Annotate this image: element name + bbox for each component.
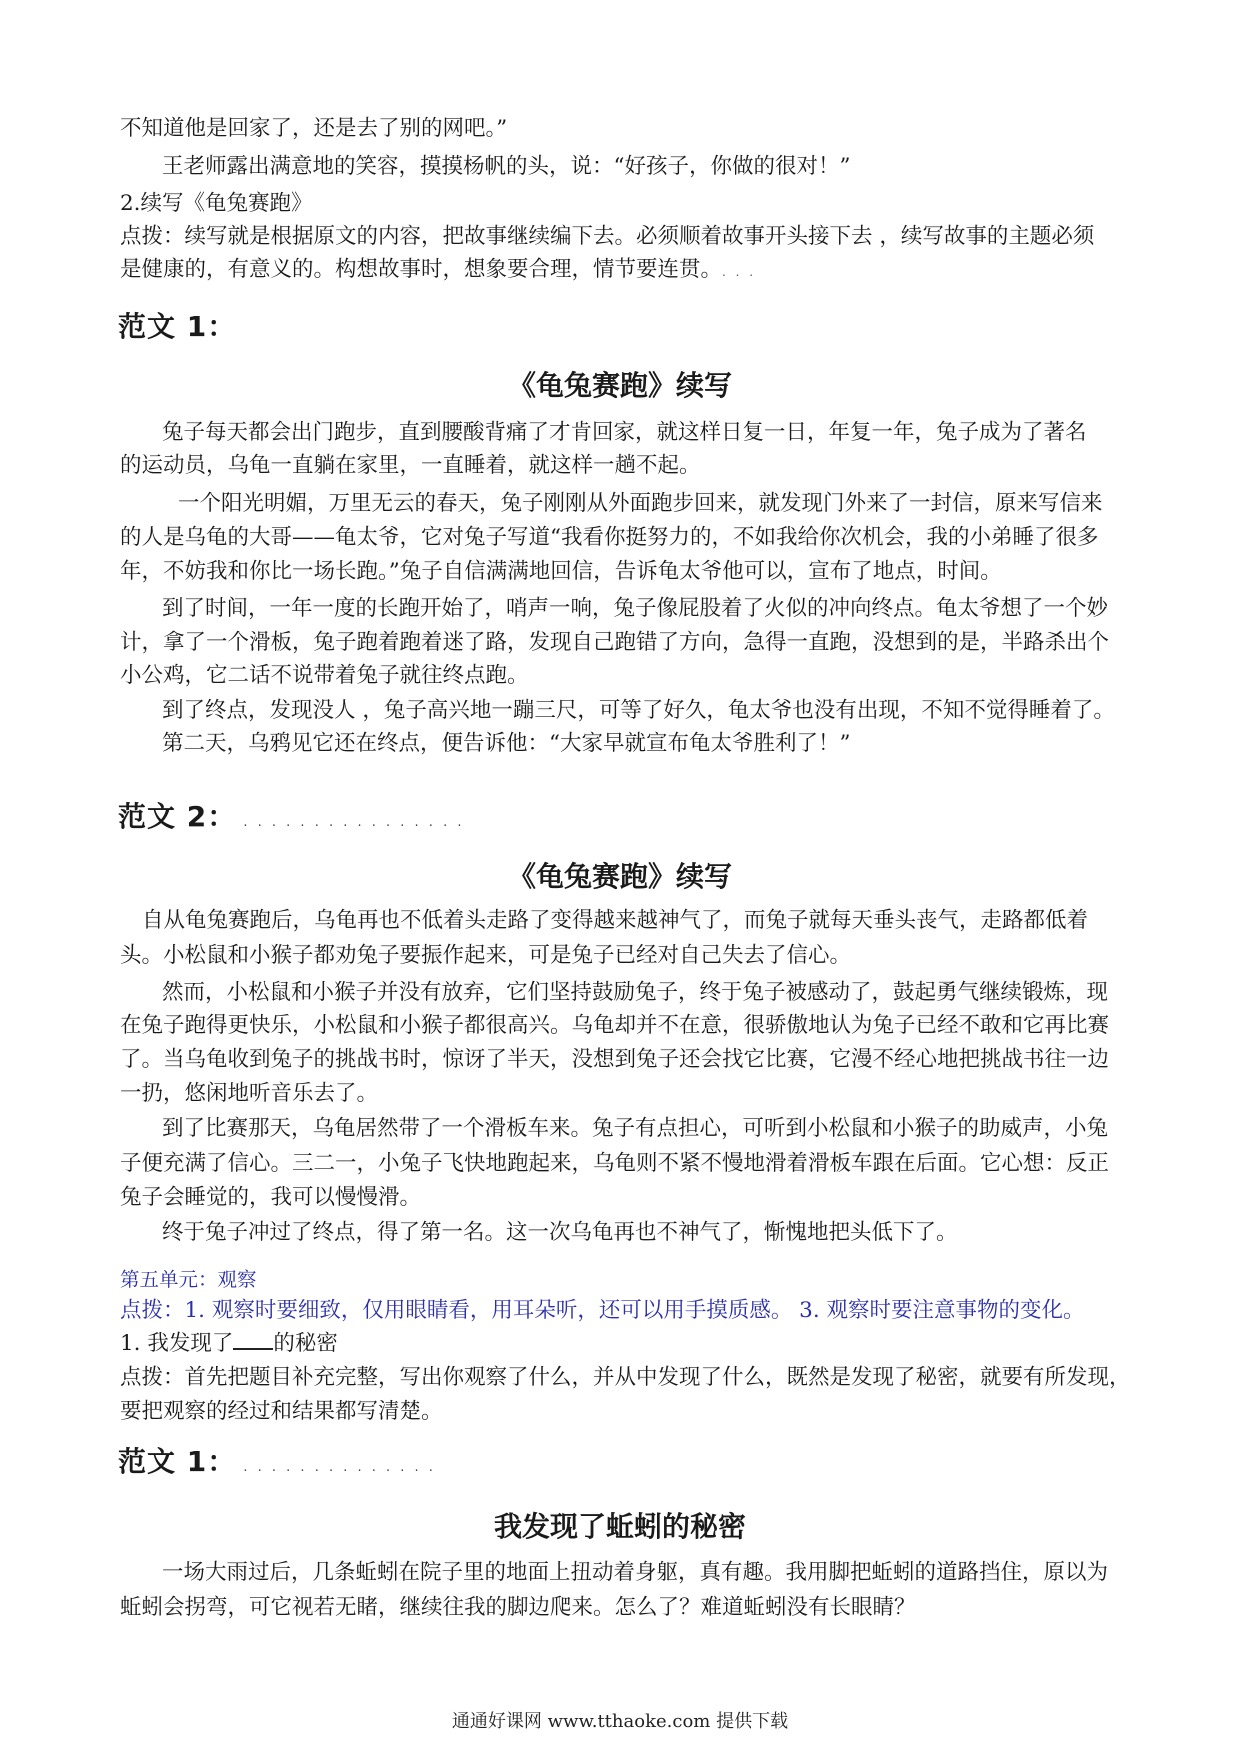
section-heading: 范文 2： . . . . . . . . . . . . . . . .: [118, 800, 465, 833]
text-line: 小公鸡，它二话不说带着兔子就往终点跑。: [120, 663, 529, 688]
essay-title: 《龟兔赛跑》续写: [507, 860, 732, 893]
text-line: 兔子会睡觉的，我可以慢慢滑。: [120, 1185, 422, 1210]
text-line: 计，拿了一个滑板，兔子跑着跑着迷了路，发现自己跑错了方向，急得一直跑，没想到的是，半路杀出个: [120, 630, 1110, 655]
text-line: 不知道他是回家了，还是去了别的网吧。”: [120, 116, 508, 141]
text-line: 然而，小松鼠和小猴子并没有放弃，它们坚持鼓励兔子，终于兔子被感动了，鼓起勇气继续锻炼，现: [162, 980, 1109, 1005]
section-heading: 范文 1： . . . . . . . . . . . . . .: [118, 1445, 436, 1478]
text-line: 在兔子跑得更快乐，小松鼠和小猴子都很高兴。乌龟却并不在意，很骄傲地认为兔子已经不敢和它再比赛: [120, 1013, 1110, 1038]
section-heading: 范文 1：: [118, 310, 237, 343]
text-line: 子便充满了信心。三二一，小兔子飞快地跑起来，乌龟则不紧不慢地滑着滑板车跟在后面。它心想：反正: [120, 1151, 1110, 1176]
text-line: 到了时间，一年一度的长跑开始了，哨声一响，兔子像屁股着了火似的冲向终点。龟太爷想了一个妙: [162, 596, 1109, 621]
text-line: 兔子每天都会出门跑步，直到腰酸背痛了才肯回家，就这样日复一日，年复一年，兔子成为了著名: [162, 420, 1087, 445]
text-line: 终于兔子冲过了终点，得了第一名。这一次乌龟再也不神气了，惭愧地把头低下了。: [162, 1220, 958, 1245]
text-line: 了。当乌龟收到兔子的挑战书时，惊讶了半天，没想到兔子还会找它比赛，它漫不经心地把挑战书往一边: [120, 1047, 1110, 1072]
text-line: 自从龟兔赛跑后，乌龟再也不低着头走路了变得越来越神气了，而兔子就每天垂头丧气，走路都低着: [142, 908, 1089, 933]
text-line: 一个阳光明媚，万里无云的春天，兔子刚刚从外面跑步回来，就发现门外来了一封信，原来写信来: [178, 491, 1103, 516]
text-line: 点拨：续写就是根据原文的内容，把故事继续编下去。必须顺着故事开头接下去 ，续写故事的主题必须: [120, 224, 1095, 249]
text-line: 第二天，乌鸦见它还在终点，便告诉他：“大家早就宣布龟太爷胜利了！”: [162, 731, 851, 756]
text-line: 到了终点，发现没人 ，兔子高兴地一蹦三尺，可等了好久，龟太爷也没有出现，不知不觉得睡着了。: [162, 698, 1115, 723]
text-line: 2.续写《龟兔赛跑》: [120, 191, 313, 216]
essay-title: 《龟兔赛跑》续写: [507, 369, 732, 402]
text-line: 1. 我发现了 的秘密: [120, 1328, 1130, 1360]
text-line: 蚯蚓会拐弯，可它视若无睹，继续往我的脚边爬来。怎么了？难道蚯蚓没有长眼睛？: [120, 1595, 916, 1620]
text-line: 年，不妨我和你比一场长跑。”兔子自信满满地回信，告诉龟太爷他可以，宣布了地点，时间。: [120, 559, 1002, 584]
unit-heading: 第五单元：观察: [120, 1268, 257, 1291]
blank-underline: [233, 1328, 273, 1350]
text-line: 要把观察的经过和结果都写清楚。: [120, 1399, 443, 1424]
text-line: 王老师露出满意地的笑容，摸摸杨帆的头，说：“好孩子，你做的很对！”: [162, 154, 851, 179]
text-line: 是健康的，有意义的。构想故事时，想象要合理，情节要连贯。. . .: [120, 257, 757, 282]
text-line: 的运动员，乌龟一直躺在家里，一直睡着，就这样一趟不起。: [120, 453, 701, 478]
text-line: 点拨：首先把题目补充完整，写出你观察了什么，并从中发现了什么，既然是发现了秘密，就要有所发现，: [120, 1365, 1131, 1390]
text-line: 头。小松鼠和小猴子都劝兔子要振作起来，可是兔子已经对自己失去了信心。: [120, 943, 852, 968]
page-footer: 通通好课网 www.tthaoke.com 提供下载: [451, 1711, 789, 1732]
text-line: 到了比赛那天，乌龟居然带了一个滑板车来。兔子有点担心，可听到小松鼠和小猴子的助威声，小兔: [162, 1116, 1109, 1141]
tip-line: 点拨：1. 观察时要细致，仅用眼睛看，用耳朵听，还可以用手摸质感。 3. 观察时要注意事物的变化。: [120, 1298, 1085, 1323]
essay-title: 我发现了蚯蚓的秘密: [493, 1510, 746, 1543]
text-line: 一场大雨过后，几条蚯蚓在院子里的地面上扭动着身躯，真有趣。我用脚把蚯蚓的道路挡住，原以为: [162, 1560, 1109, 1585]
text-line: 一扔，悠闲地听音乐去了。: [120, 1081, 379, 1106]
text-line: 的人是乌龟的大哥——龟太爷，它对兔子写道“我看你挺努力的，不如我给你次机会，我的小弟睡了很多: [120, 525, 1099, 550]
